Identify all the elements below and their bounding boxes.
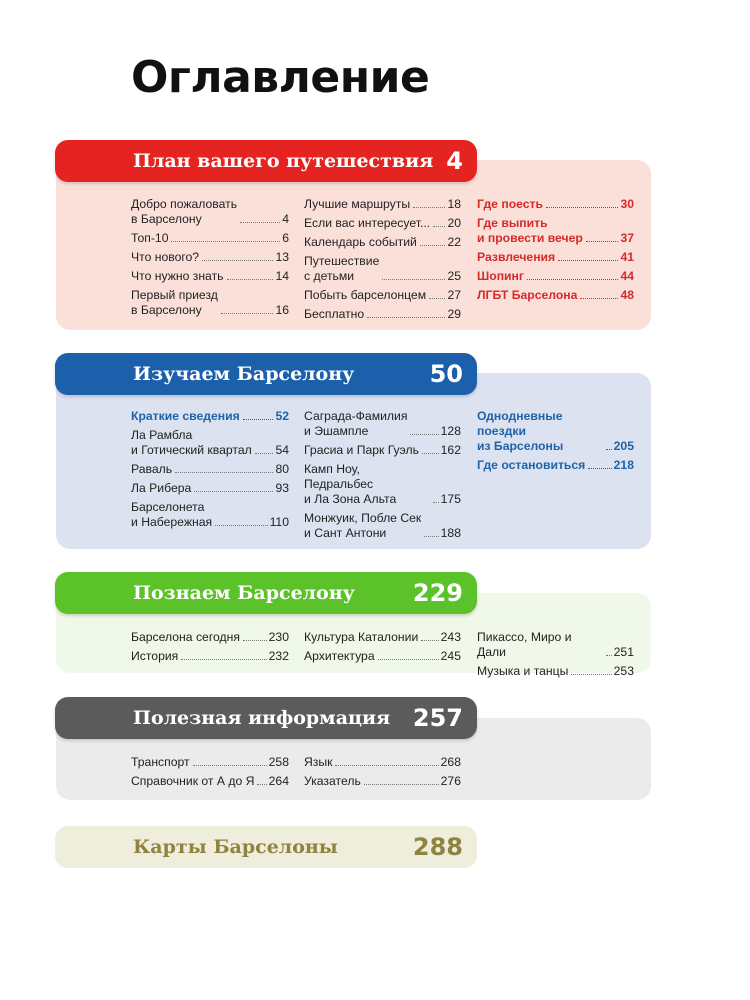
toc-entry[interactable] xyxy=(131,774,289,789)
toc-entry[interactable] xyxy=(477,630,634,660)
toc-entry-page: 232 xyxy=(268,649,289,663)
toc-entry[interactable] xyxy=(131,250,289,265)
toc-entry-page: 27 xyxy=(447,288,461,302)
toc-entry-label: Путешествие с детьми xyxy=(304,254,380,283)
toc-entry-page: 128 xyxy=(440,424,461,438)
toc-entry-page: 30 xyxy=(620,197,634,211)
dot-leader xyxy=(335,765,438,766)
toc-entry-page: 4 xyxy=(282,212,289,226)
toc-entry[interactable] xyxy=(304,235,461,250)
toc-entry[interactable] xyxy=(304,307,461,322)
toc-entry-page: 268 xyxy=(440,755,461,769)
toc-entry-label: Барселонета и Набережная xyxy=(131,500,213,529)
dot-leader xyxy=(421,640,438,641)
toc-entry[interactable] xyxy=(304,649,461,664)
toc-entry-page: 29 xyxy=(447,307,461,321)
toc-column-3 xyxy=(477,197,634,307)
toc-entry-label: Справочник от А до Я xyxy=(131,774,255,788)
toc-entry-page: 54 xyxy=(275,443,289,457)
dot-leader xyxy=(410,434,438,435)
toc-entry-page: 80 xyxy=(275,462,289,476)
toc-entry-page: 243 xyxy=(440,630,461,644)
dot-leader xyxy=(243,640,267,641)
toc-entry-label: Музыка и танцы xyxy=(477,664,569,678)
toc-entry[interactable] xyxy=(304,288,461,303)
toc-entry[interactable] xyxy=(131,409,289,424)
toc-column-1 xyxy=(131,630,289,668)
section-maps-header[interactable] xyxy=(55,826,477,868)
toc-entry[interactable] xyxy=(477,409,634,454)
dot-leader xyxy=(580,298,618,299)
toc-entry-page: 175 xyxy=(440,492,461,506)
dot-leader xyxy=(558,260,618,261)
toc-entry-page: 276 xyxy=(440,774,461,788)
toc-entry-label: Раваль xyxy=(131,462,173,476)
toc-entry-page: 37 xyxy=(620,231,634,245)
toc-entry-page: 253 xyxy=(613,664,634,678)
toc-column-2 xyxy=(304,197,461,326)
section-page-number: 50 xyxy=(429,360,463,388)
toc-entry-page: 245 xyxy=(440,649,461,663)
toc-entry-label: Пикассо, Миро и Дали xyxy=(477,630,572,659)
toc-entry-label: Барселона сегодня xyxy=(131,630,240,644)
toc-column-1 xyxy=(131,409,289,534)
toc-entry[interactable] xyxy=(131,288,289,318)
section-learn-header[interactable] xyxy=(55,572,477,614)
toc-entry-label: История xyxy=(131,649,179,663)
dot-leader xyxy=(433,226,445,227)
toc-entry-label: Архитектура xyxy=(304,649,375,663)
toc-entry-label: Язык xyxy=(304,755,333,769)
toc-entry[interactable] xyxy=(304,755,461,770)
toc-entry-label: Саграда-Фамилия и Эшампле xyxy=(304,409,408,438)
toc-entry-label: Указатель xyxy=(304,774,361,788)
toc-entry[interactable] xyxy=(477,197,634,212)
section-title: Познаем Барселону xyxy=(133,582,355,604)
toc-entry[interactable] xyxy=(131,630,289,645)
dot-leader xyxy=(424,536,438,537)
toc-entry-page: 13 xyxy=(275,250,289,264)
toc-entry-page: 52 xyxy=(275,409,289,423)
toc-entry[interactable] xyxy=(477,216,634,246)
toc-entry[interactable] xyxy=(304,254,461,284)
dot-leader xyxy=(240,222,280,223)
toc-entry-label: Бесплатно xyxy=(304,307,365,321)
dot-leader xyxy=(181,659,266,660)
toc-entry-label: Культура Каталонии xyxy=(304,630,419,644)
toc-entry-label: Шопинг xyxy=(477,269,524,283)
toc-entry-label: Топ-10 xyxy=(131,231,169,245)
toc-entry[interactable] xyxy=(477,269,634,284)
toc-entry-label: Ла Рибера xyxy=(131,481,192,495)
toc-entry-label: Первый приезд в Барселону xyxy=(131,288,218,317)
dot-leader xyxy=(202,260,273,261)
dot-leader xyxy=(606,655,612,656)
dot-leader xyxy=(257,784,266,785)
toc-entry-page: 25 xyxy=(447,269,461,283)
page-title: Оглавление xyxy=(131,52,430,103)
section-info-header[interactable] xyxy=(55,697,477,739)
dot-leader xyxy=(433,502,439,503)
toc-entry[interactable] xyxy=(304,216,461,231)
toc-column-1 xyxy=(131,197,289,322)
section-page-number: 229 xyxy=(412,579,463,607)
dot-leader xyxy=(606,449,612,450)
dot-leader xyxy=(193,765,267,766)
toc-entry-label: ЛГБТ Барселона xyxy=(477,288,578,302)
toc-entry-label: Побыть барселонцем xyxy=(304,288,427,302)
toc-entry-label: Где поесть xyxy=(477,197,544,211)
toc-entry[interactable] xyxy=(131,197,289,227)
dot-leader xyxy=(175,472,273,473)
toc-entry-label: Лучшие маршруты xyxy=(304,197,411,211)
toc-entry-label: Камп Ноу, Педральбес и Ла Зона Альта xyxy=(304,462,397,506)
dot-leader xyxy=(194,491,273,492)
dot-leader xyxy=(422,453,439,454)
toc-entry[interactable] xyxy=(304,409,461,439)
toc-entry[interactable] xyxy=(131,269,289,284)
dot-leader xyxy=(429,298,445,299)
dot-leader xyxy=(571,674,611,675)
toc-entry-label: Где выпить и провести вечер xyxy=(477,216,583,245)
dot-leader xyxy=(243,419,274,420)
toc-entry-page: 205 xyxy=(613,439,634,453)
toc-entry-page: 258 xyxy=(268,755,289,769)
dot-leader xyxy=(378,659,439,660)
toc-entry[interactable] xyxy=(131,500,289,530)
toc-entry[interactable] xyxy=(304,197,461,212)
toc-entry-page: 6 xyxy=(282,231,289,245)
toc-entry-page: 18 xyxy=(447,197,461,211)
toc-entry[interactable] xyxy=(131,481,289,496)
section-title: Изучаем Барселону xyxy=(133,363,355,385)
toc-entry-page: 218 xyxy=(613,458,634,472)
toc-entry-label: Однодневные поездки из Барселоны xyxy=(477,409,564,453)
toc-entry-label: Если вас интересует... xyxy=(304,216,431,230)
toc-entry-page: 41 xyxy=(620,250,634,264)
toc-entry-page: 14 xyxy=(275,269,289,283)
toc-entry[interactable] xyxy=(304,774,461,789)
toc-entry-label: Календарь событий xyxy=(304,235,417,249)
toc-entry-label: Развлечения xyxy=(477,250,556,264)
section-page-number: 257 xyxy=(412,704,463,732)
dot-leader xyxy=(367,317,445,318)
section-explore-header[interactable] xyxy=(55,353,477,395)
toc-entry-label: Грасиа и Парк Гуэль xyxy=(304,443,419,457)
toc-entry[interactable] xyxy=(131,755,289,770)
dot-leader xyxy=(527,279,618,280)
toc-column-2 xyxy=(304,409,461,545)
dot-leader xyxy=(364,784,439,785)
toc-entry[interactable] xyxy=(304,630,461,645)
toc-entry-page: 162 xyxy=(440,443,461,457)
toc-entry[interactable] xyxy=(131,428,289,458)
toc-entry[interactable] xyxy=(477,664,634,679)
dot-leader xyxy=(420,245,446,246)
dot-leader xyxy=(413,207,445,208)
toc-entry-label: Ла Рамбла и Готический квартал xyxy=(131,428,252,457)
section-page-number: 4 xyxy=(446,147,463,175)
toc-column-2 xyxy=(304,630,461,668)
toc-entry-page: 230 xyxy=(268,630,289,644)
toc-entry[interactable] xyxy=(477,288,634,303)
dot-leader xyxy=(171,241,280,242)
toc-entry-label: Что нового? xyxy=(131,250,200,264)
toc-entry-page: 251 xyxy=(613,645,634,659)
toc-entry-label: Монжуик, Побле Сек и Сант Антони xyxy=(304,511,422,540)
toc-column-3 xyxy=(477,630,634,683)
dot-leader xyxy=(255,453,274,454)
toc-column-3 xyxy=(477,409,634,477)
toc-entry-page: 20 xyxy=(447,216,461,230)
section-plan-header[interactable] xyxy=(55,140,477,182)
dot-leader xyxy=(382,279,445,280)
toc-entry-page: 93 xyxy=(275,481,289,495)
toc-entry[interactable] xyxy=(304,462,461,507)
toc-entry-label: Добро пожаловать в Барселону xyxy=(131,197,238,226)
dot-leader xyxy=(227,279,274,280)
dot-leader xyxy=(588,468,611,469)
toc-entry-label: Транспорт xyxy=(131,755,190,769)
toc-entry-label: Что нужно знать xyxy=(131,269,224,283)
toc-entry[interactable] xyxy=(304,443,461,458)
dot-leader xyxy=(215,525,267,526)
section-title: План вашего путешествия xyxy=(133,150,434,172)
toc-entry[interactable] xyxy=(477,250,634,265)
toc-entry-page: 44 xyxy=(620,269,634,283)
toc-entry[interactable] xyxy=(131,649,289,664)
toc-entry[interactable] xyxy=(304,511,461,541)
section-page-number: 288 xyxy=(412,833,463,861)
toc-entry-page: 110 xyxy=(269,515,289,529)
dot-leader xyxy=(546,207,618,208)
toc-entry-page: 264 xyxy=(268,774,289,788)
toc-column-2 xyxy=(304,755,461,793)
toc-entry[interactable] xyxy=(131,231,289,246)
section-title: Карты Барселоны xyxy=(133,836,338,858)
section-title: Полезная информация xyxy=(133,707,391,729)
toc-entry-page: 16 xyxy=(275,303,289,317)
dot-leader xyxy=(221,313,274,314)
toc-entry[interactable] xyxy=(477,458,634,473)
toc-entry-page: 22 xyxy=(447,235,461,249)
toc-entry[interactable] xyxy=(131,462,289,477)
toc-column-1 xyxy=(131,755,289,793)
toc-entry-page: 48 xyxy=(620,288,634,302)
toc-entry-label: Краткие сведения xyxy=(131,409,240,423)
toc-entry-label: Где остановиться xyxy=(477,458,586,472)
dot-leader xyxy=(586,241,619,242)
toc-entry-page: 188 xyxy=(440,526,461,540)
